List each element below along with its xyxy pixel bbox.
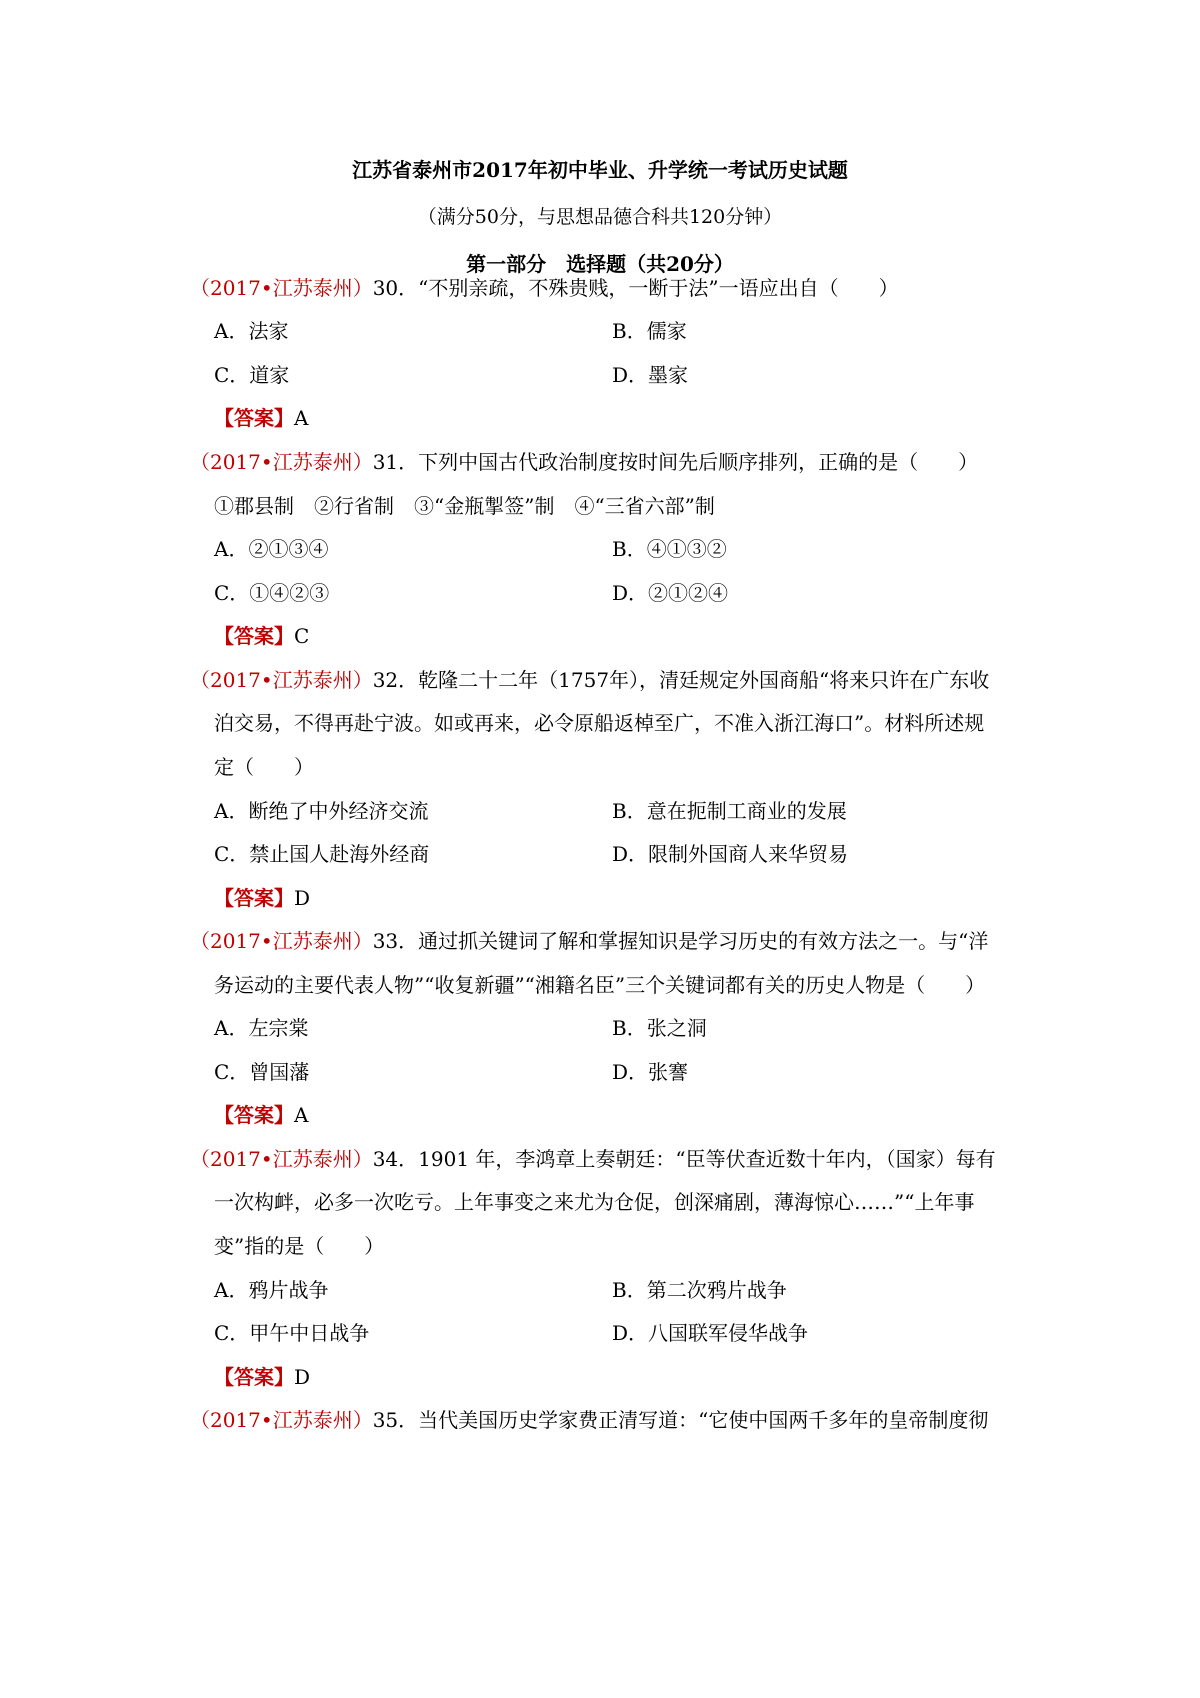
answer-value: A bbox=[294, 406, 309, 430]
question-text-line: ①郡县制 ②行省制 ③“金瓶掣签”制 ④“三省六部”制 bbox=[214, 494, 715, 518]
answer-label: 【答案】 bbox=[214, 406, 294, 430]
option-a: A．断绝了中外经济交流 bbox=[214, 799, 429, 823]
option-a: A．法家 bbox=[214, 319, 289, 343]
option-b: B．意在扼制工商业的发展 bbox=[612, 799, 847, 823]
answer-label: 【答案】 bbox=[214, 1103, 294, 1127]
question-source: （2017•江苏泰州） bbox=[190, 276, 373, 300]
question-text: 35．当代美国历史学家费正清写道：“它使中国两千多年的皇帝制度彻 bbox=[372, 1408, 989, 1432]
page-title: 江苏省泰州市2017年初中毕业、升学统一考试历史试题 bbox=[352, 158, 848, 182]
question-source: （2017•江苏泰州） bbox=[190, 450, 373, 474]
question-text: 34．1901 年，李鸿章上奏朝廷：“臣等伏查近数十年内，（国家）每有 bbox=[372, 1147, 996, 1171]
option-c: C．禁止国人赴海外经商 bbox=[214, 842, 430, 866]
question-30 bbox=[190, 275, 899, 301]
answer-30 bbox=[214, 405, 308, 431]
option-b: B．④①③② bbox=[612, 537, 727, 561]
option-a: A．左宗棠 bbox=[214, 1016, 309, 1040]
question-text: 31．下列中国古代政治制度按时间先后顺序排列，正确的是（ ） bbox=[372, 450, 979, 474]
question-text-line: 定（ ） bbox=[214, 755, 314, 779]
question-text: 32．乾隆二十二年（1757年），清廷规定外国商船“将来只许在广东收 bbox=[372, 668, 990, 692]
question-34 bbox=[190, 1146, 996, 1172]
option-d: D．限制外国商人来华贸易 bbox=[612, 842, 849, 866]
question-source: （2017•江苏泰州） bbox=[190, 929, 373, 953]
question-text-line: 务运动的主要代表人物”“收复新疆”“湘籍名臣”三个关键词都有关的历史人物是（ ） bbox=[214, 973, 986, 997]
question-32 bbox=[190, 667, 989, 693]
option-c: C．道家 bbox=[214, 363, 290, 387]
option-b: B．儒家 bbox=[612, 319, 687, 343]
option-d: D．张謇 bbox=[612, 1060, 689, 1084]
answer-31 bbox=[214, 623, 309, 649]
answer-value: D bbox=[294, 886, 311, 910]
answer-34 bbox=[214, 1364, 310, 1390]
option-a: A．鸦片战争 bbox=[214, 1278, 329, 1302]
question-source: （2017•江苏泰州） bbox=[190, 1147, 373, 1171]
option-c: C．曾国藩 bbox=[214, 1060, 310, 1084]
answer-label: 【答案】 bbox=[214, 624, 294, 648]
answer-value: D bbox=[294, 1365, 311, 1389]
question-source: （2017•江苏泰州） bbox=[190, 668, 373, 692]
question-31 bbox=[190, 449, 978, 475]
option-a: A．②①③④ bbox=[214, 537, 329, 561]
option-d: D．墨家 bbox=[612, 363, 689, 387]
question-text-line: 泊交易，不得再赴宁波。如或再来，必令原船返棹至广，不准入浙江海口”。材料所述规 bbox=[214, 711, 985, 735]
answer-value: A bbox=[294, 1103, 309, 1127]
page-subtitle: （满分50分，与思想品德合科共120分钟） bbox=[417, 206, 783, 228]
option-b: B．第二次鸦片战争 bbox=[612, 1278, 787, 1302]
question-35 bbox=[190, 1407, 988, 1433]
section-heading: 第一部分 选择题（共20分） bbox=[466, 252, 734, 276]
answer-label: 【答案】 bbox=[214, 886, 294, 910]
option-d: D．②①②④ bbox=[612, 581, 729, 605]
answer-value: C bbox=[294, 624, 310, 648]
question-text: 30．“不别亲疏，不殊贵贱，一断于法”一语应出自（ ） bbox=[372, 276, 899, 300]
option-b: B．张之洞 bbox=[612, 1016, 707, 1040]
answer-label: 【答案】 bbox=[214, 1365, 294, 1389]
question-text-line: 变”指的是（ ） bbox=[214, 1234, 385, 1258]
question-source: （2017•江苏泰州） bbox=[190, 1408, 373, 1432]
answer-32 bbox=[214, 885, 310, 911]
option-c: C．甲午中日战争 bbox=[214, 1321, 370, 1345]
question-33 bbox=[190, 928, 988, 954]
question-text-line: 一次构衅，必多一次吃亏。上年事变之来尤为仓促，创深痛剧，薄海惊心……”“上年事 bbox=[214, 1190, 975, 1214]
answer-33 bbox=[214, 1102, 308, 1128]
question-text: 33．通过抓关键词了解和掌握知识是学习历史的有效方法之一。与“洋 bbox=[372, 929, 989, 953]
option-c: C．①④②③ bbox=[214, 581, 330, 605]
option-d: D．八国联军侵华战争 bbox=[612, 1321, 809, 1345]
